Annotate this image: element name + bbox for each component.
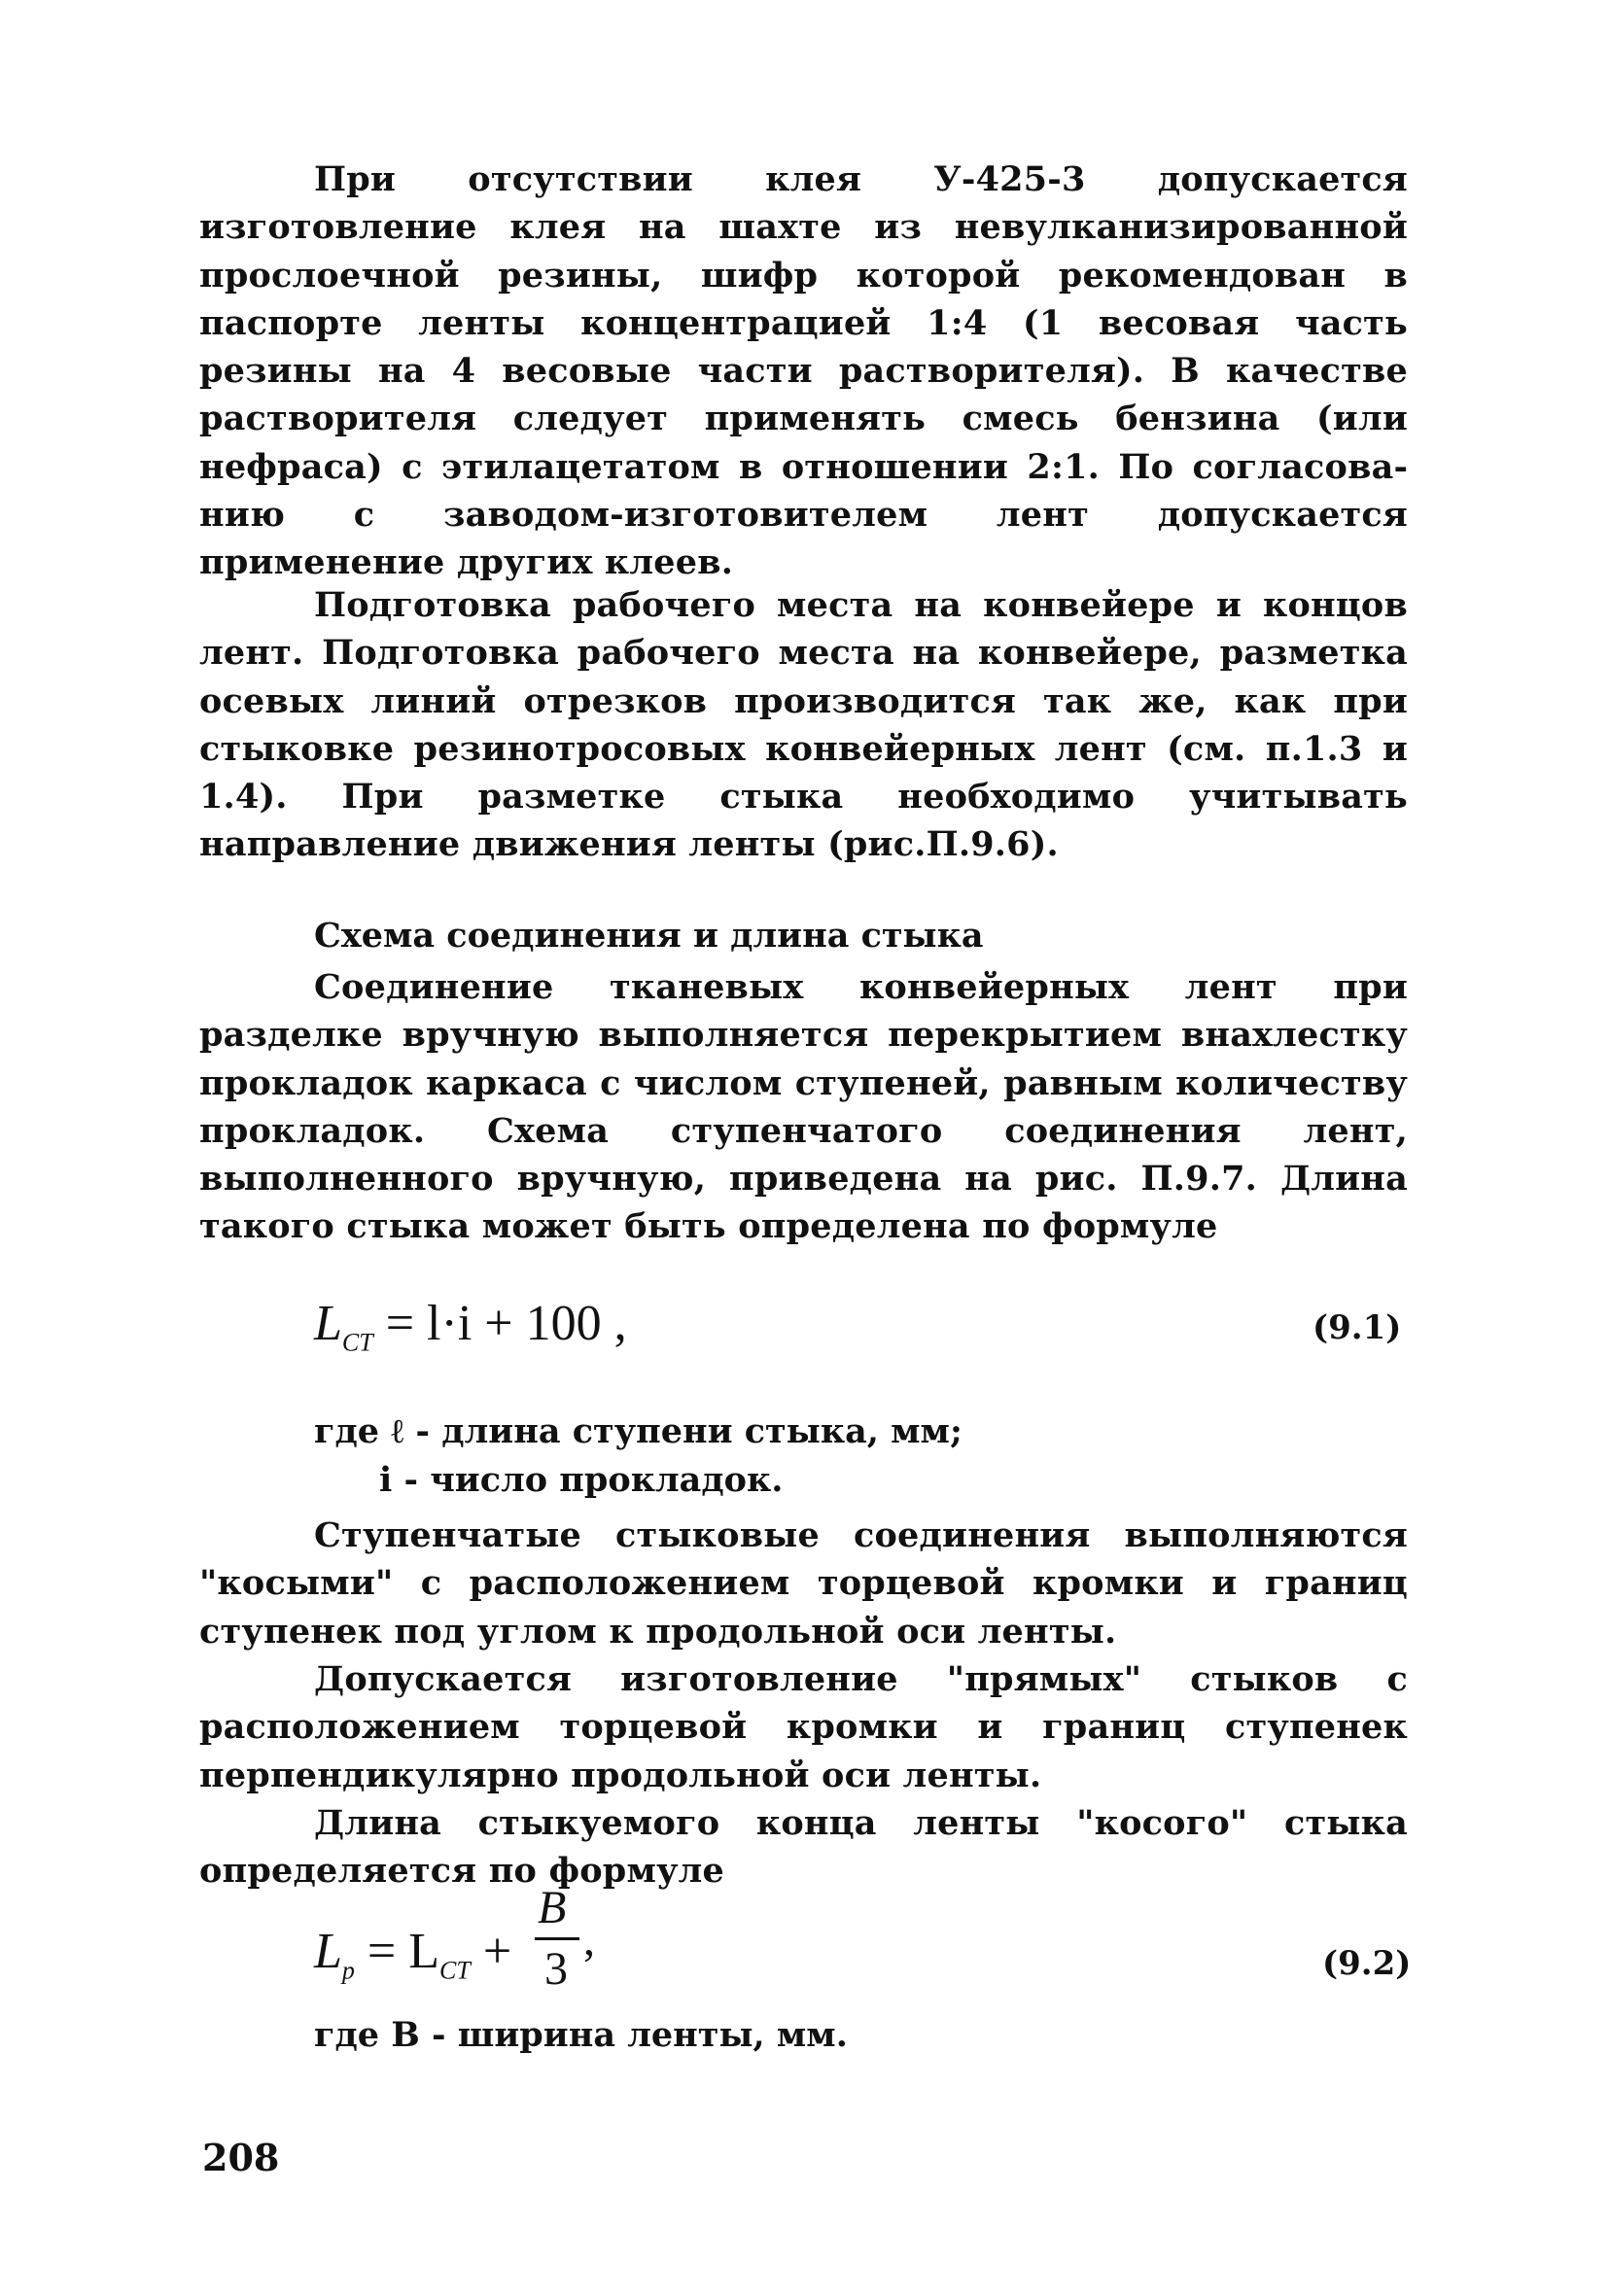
formula-9-2 bbox=[314, 1923, 511, 1985]
paragraph-glue-alternative: При отсутствии клея У-425-3 допускается изготовление клея на шахте из невулканизированной прослоечной резины, шифр которой рекомендован в паспорте ленты концентрацией 1:4 (1 весовая часть резины на 4 весовые части растворителя). В качестве растворителя следует применять смесь бензина (или нефраса) с этилацетатом в отношении 2:1. По согласованию с заводом-изготовителем лент допускается применение других клеев. bbox=[199, 159, 1408, 583]
paragraph-end-length: Длина стыкуемого конца ленты "косого" стыка определяется по формуле bbox=[199, 1803, 1408, 1892]
formula-1-lhs-sub: CT bbox=[341, 1328, 373, 1357]
formula-2-denominator: 3 bbox=[544, 1943, 568, 1995]
formula-2-plus: + bbox=[482, 1924, 512, 1979]
equation-number-9-2: (9.2) bbox=[1322, 1944, 1412, 1983]
paragraph-joint-scheme: Соединение тканевых конвейерных лент при разделке вручную выполняется перекрытием внахлестку прокладок каркаса с числом ступеней, равным количеству прокладок. Схема ступенчатого соединения лент, выполненного вручную, приведена на рис. П.9.7. Длина такого стыка может быть определена по формуле bbox=[199, 967, 1408, 1247]
formula-2-lhs: L bbox=[314, 1924, 342, 1979]
page-number: 208 bbox=[202, 2136, 280, 2179]
formula-2-fraction-bar bbox=[535, 1937, 579, 1940]
section-heading: Схема соединения и длина стыка bbox=[314, 916, 984, 956]
equation-number-9-1: (9.1) bbox=[1312, 1308, 1402, 1347]
formula-2-lhs-sub: р bbox=[341, 1956, 355, 1985]
paragraph-workplace-preparation: Подготовка рабочего места на конвейере и концов лент. Подготовка рабочего места на конвейере, разметка осевых линий отрезков производится так же, как при стыковке резинотросовых конвейерных лент (см. п.1.3 и 1.4). При разметке стыка необходимо учитывать направление движения ленты (рис.П.9.6). bbox=[199, 585, 1408, 865]
paragraph-stepped-joints: Ступенчатые стыковые соединения выполняются "косыми" с расположением торцевой кромки и границ ступенек под углом к продольной оси ленты. bbox=[199, 1515, 1408, 1652]
formula-9-1 bbox=[314, 1295, 627, 1357]
formula-2-comma: , bbox=[583, 1914, 595, 1966]
formula-2-mid-sub: CT bbox=[439, 1956, 471, 1985]
formula-1-lhs: L bbox=[314, 1296, 342, 1351]
where-line-1: где ℓ - длина ступени стыка, мм; bbox=[314, 1411, 962, 1451]
where-line-2: i - число прокладок. bbox=[379, 1460, 784, 1500]
where-width: где B - ширина ленты, мм. bbox=[314, 2015, 848, 2055]
formula-1-rhs: = l·i + 100 , bbox=[385, 1296, 627, 1351]
formula-2-mid: = L bbox=[367, 1924, 440, 1979]
formula-2-numerator: B bbox=[538, 1882, 567, 1933]
paragraph-straight-joints: Допускается изготовление "прямых" стыков с расположением торцевой кромки и границ ступенек перпендикулярно продольной оси ленты. bbox=[199, 1659, 1408, 1795]
